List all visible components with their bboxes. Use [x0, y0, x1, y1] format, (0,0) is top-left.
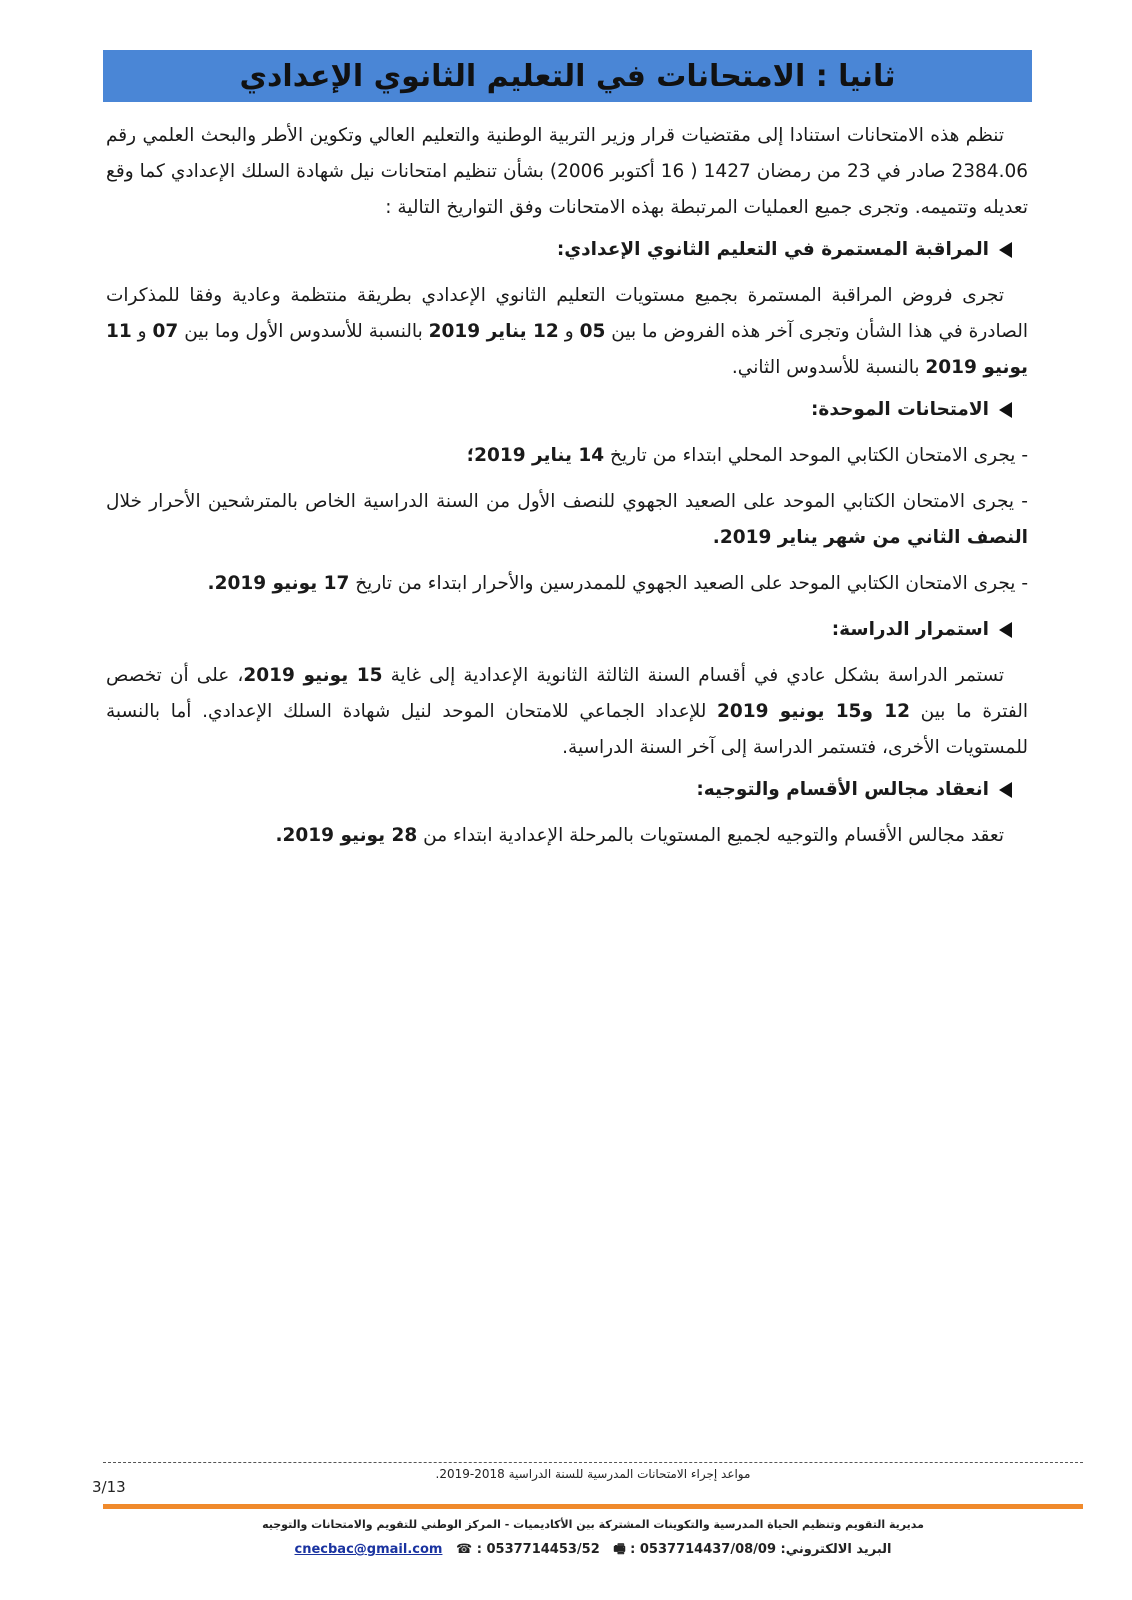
heading-text: المراقبة المستمرة في التعليم الثانوي الإعدادي: [556, 239, 989, 260]
text-run: تعقد مجالس الأقسام والتوجيه لجميع المستويات بالمرحلة الإعدادية ابتداء من [417, 825, 1004, 846]
study-continuation-paragraph [106, 658, 1028, 766]
triangle-bullet-icon [999, 242, 1012, 258]
date-value: 12 و15 يونيو 2019 [717, 701, 910, 722]
date-value: 28 يونيو 2019. [275, 825, 418, 846]
footer-divider [103, 1462, 1083, 1463]
text-run: و [131, 321, 153, 342]
intro-paragraph: تنظم هذه الامتحانات استنادا إلى مقتضيات قرار وزير التربية الوطنية والتعليم العالي وتكوين الأطر والبحث العلمي رقم 2384.06 صادر في 23 من رمضان 1427 ( 16 أكتوبر 2006) بشأن تنظيم امتحانات نيل شهادة السلك الإعدادي كما وقع تعديله وتتميمه. وتجرى جميع العمليات المرتبطة بهذه الامتحانات وفق التواريخ التالية : [106, 125, 1028, 218]
class-councils-paragraph [106, 818, 1028, 854]
footer-contact [103, 1540, 1083, 1562]
date-value: 05 [579, 321, 606, 342]
document-body [106, 118, 1028, 860]
date-value: 07 [152, 321, 179, 342]
text-run: بالنسبة للأسدوس الثاني. [731, 357, 926, 378]
heading-study-continuation [106, 612, 1028, 648]
list-item [106, 484, 1028, 556]
heading-text: انعقاد مجالس الأقسام والتوجيه: [696, 779, 989, 800]
date-value: 15 يونيو 2019 [243, 665, 383, 686]
triangle-bullet-icon [999, 622, 1012, 638]
text-run: تجرى فروض المراقبة المستمرة بجميع مستويات التعليم الثانوي الإعدادي بطريقة منتظمة وعادية وفقا للمذكرات الصادرة في هذا الشأن وتجرى آخر هذه الفروض ما بين [106, 285, 1028, 342]
section-title: ثانيا : الامتحانات في التعليم الثانوي الإعدادي [239, 58, 896, 94]
heading-unified-exams [106, 392, 1028, 428]
date-value: 11 يونيو 2019 [106, 321, 1028, 378]
date-value: 17 يونيو 2019. [207, 573, 350, 594]
text-run: - يجرى الامتحان الكتابي الموحد على الصعيد الجهوي للنصف الأول من السنة الدراسية الخاص بالمترشحين الأحرار خلال [106, 491, 1028, 512]
text-run: بالنسبة للأسدوس الأول وما بين [178, 321, 429, 342]
triangle-bullet-icon [999, 402, 1012, 418]
list-item [106, 438, 1028, 474]
footer-organization: مديرية التقويم وتنظيم الحياة المدرسية والتكوينات المشتركة بين الأكاديميات - المركز الوطني للتقويم والامتحانات والتوجيه [262, 1518, 924, 1531]
page-number: 3/13 [92, 1478, 126, 1496]
heading-class-councils [106, 772, 1028, 808]
email-link[interactable]: cnecbac@gmail.com [294, 1542, 443, 1557]
text-run: تستمر الدراسة بشكل عادي في أقسام السنة الثالثة الثانوية الإعدادية إلى غاية [382, 665, 1004, 686]
footer-accent-bar [103, 1504, 1083, 1509]
fax-number: 🖷 : 0537714437/08/09 [613, 1542, 777, 1557]
text-run: - يجرى الامتحان الكتابي الموحد المحلي ابتداء من تاريخ [604, 445, 1028, 466]
section-title-banner [103, 50, 1032, 102]
email-label: البريد الالكتروني: [780, 1542, 892, 1557]
continuous-assessment-paragraph [106, 278, 1028, 386]
heading-text: استمرار الدراسة: [831, 619, 989, 640]
footer-document-title: مواعد إجراء الامتحانات المدرسية للسنة الدراسية 2018-2019. [435, 1467, 751, 1481]
text-run: - يجرى الامتحان الكتابي الموحد على الصعيد الجهوي للممدرسين والأحرار ابتداء من تاريخ [349, 573, 1028, 594]
text-run: و [558, 321, 580, 342]
text-run: ، على أن تخصص الفترة ما بين [106, 665, 1029, 722]
triangle-bullet-icon [999, 782, 1012, 798]
date-value: النصف الثاني من شهر يناير 2019. [712, 527, 1028, 548]
list-item [106, 566, 1028, 602]
heading-text: الامتحانات الموحدة: [811, 399, 989, 420]
text-run: للإعداد الجماعي للامتحان الموحد لنيل شهادة السلك الإعدادي. أما بالنسبة للمستويات الأخرى، فتستمر الدراسة إلى آخر السنة الدراسية. [106, 701, 1028, 758]
heading-continuous-assessment [106, 232, 1028, 268]
date-value: 14 يناير 2019؛ [466, 445, 605, 466]
date-value: 12 يناير 2019 [428, 321, 559, 342]
phone-number: ☎ : 0537714453/52 [456, 1542, 600, 1557]
